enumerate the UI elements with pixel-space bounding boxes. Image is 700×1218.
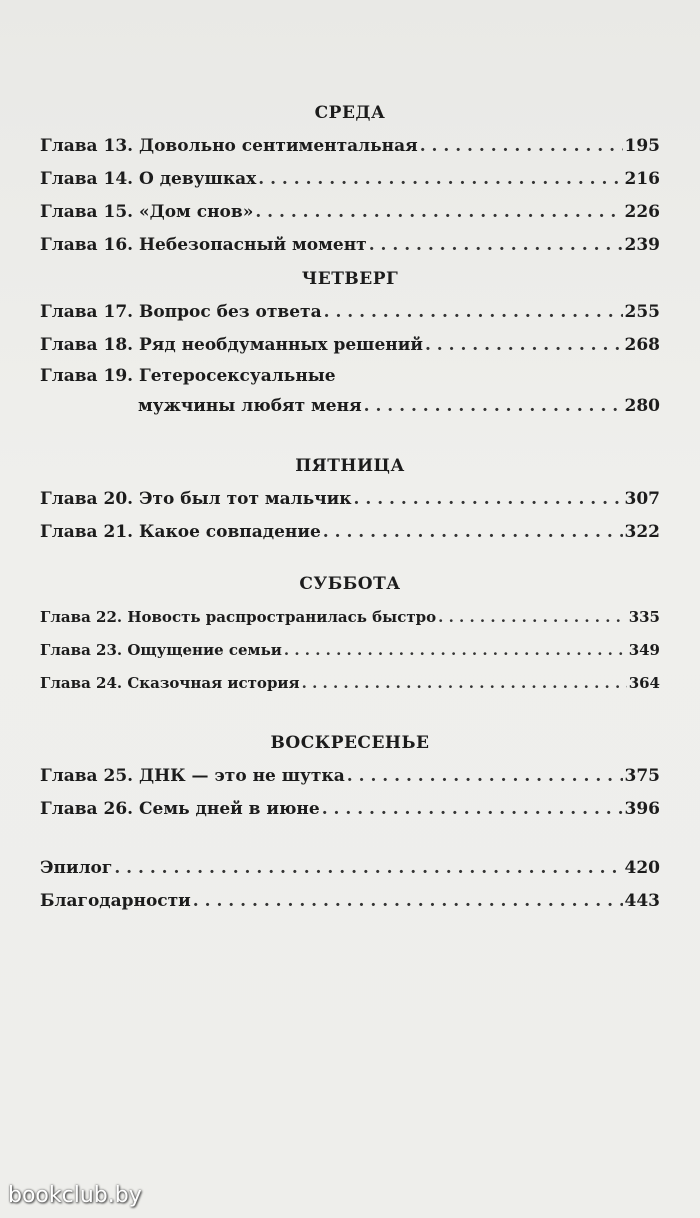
page-number: 364 (628, 674, 660, 692)
toc-entry-epilogue (40, 852, 660, 885)
site-watermark: bookclub.by (8, 1183, 142, 1208)
toc-entry (40, 196, 660, 229)
table-of-contents (40, 96, 660, 918)
dot-leader (438, 601, 627, 634)
section-title-saturday: СУББОТА (299, 574, 401, 594)
page-number: 396 (624, 799, 660, 819)
dot-leader (302, 667, 627, 700)
chapter-label: Глава 23. Ощущение семьи (40, 641, 282, 659)
dot-leader (420, 130, 623, 163)
chapter-label: Глава 17. Вопрос без ответа (40, 302, 322, 322)
chapter-label: Глава 21. Какое совпадение (40, 522, 321, 542)
dot-leader (324, 296, 623, 329)
page-number: 255 (624, 302, 660, 322)
spacer (40, 700, 660, 726)
dot-leader (255, 196, 622, 229)
page-number: 280 (624, 396, 660, 416)
chapter-label: Эпилог (40, 858, 113, 878)
chapter-label-continuation: мужчины любят меня (138, 396, 362, 416)
dot-leader (323, 516, 623, 549)
chapter-label: Благодарности (40, 891, 191, 911)
page-number: 195 (624, 136, 660, 156)
dot-leader (425, 329, 623, 362)
toc-entry (40, 667, 660, 700)
dot-leader (364, 390, 623, 423)
section-title-sunday: ВОСКРЕСЕНЬЕ (270, 733, 430, 753)
toc-entry (40, 329, 660, 362)
page-number: 375 (624, 766, 660, 786)
page-number: 239 (624, 235, 660, 255)
chapter-label: Глава 25. ДНК — это не шутка (40, 766, 345, 786)
spacer (40, 826, 660, 852)
toc-entry (40, 516, 660, 549)
dot-leader (284, 634, 627, 667)
section-title-thursday: ЧЕТВЕРГ (301, 269, 399, 289)
dot-leader (322, 793, 623, 826)
page-number: 268 (624, 335, 660, 355)
page-number: 335 (628, 608, 660, 626)
page-number: 307 (624, 489, 660, 509)
toc-entry (40, 634, 660, 667)
section-title-friday: ПЯТНИЦА (295, 456, 405, 476)
toc-entry (40, 483, 660, 516)
spacer (40, 423, 660, 449)
dot-leader (193, 885, 623, 918)
chapter-label: Глава 15. «Дом снов» (40, 202, 254, 222)
dot-leader (354, 483, 623, 516)
chapter-label: Глава 13. Довольно сентиментальная (40, 136, 418, 156)
dot-leader (258, 163, 622, 196)
toc-entry (40, 163, 660, 196)
chapter-label: Глава 20. Это был тот мальчик (40, 489, 352, 509)
section-title-wednesday: СРЕДА (314, 103, 386, 123)
spacer (40, 549, 660, 567)
page-number: 420 (624, 858, 660, 878)
chapter-label: Глава 24. Сказочная история (40, 674, 300, 692)
toc-entry-continuation (40, 390, 660, 423)
page-number: 216 (624, 169, 660, 189)
toc-entry (40, 229, 660, 262)
chapter-label: Глава 18. Ряд необдуманных решений (40, 335, 423, 355)
toc-entry (40, 793, 660, 826)
toc-entry (40, 296, 660, 329)
toc-entry (40, 130, 660, 163)
toc-entry-acknowledgements (40, 885, 660, 918)
chapter-label: Глава 19. Гетеросексуальные (40, 366, 336, 386)
chapter-label: Глава 26. Семь дней в июне (40, 799, 320, 819)
chapter-label: Глава 22. Новость распространилась быстро (40, 608, 437, 626)
page-number: 226 (624, 202, 660, 222)
chapter-label: Глава 16. Небезопасный момент (40, 235, 367, 255)
dot-leader (114, 852, 622, 885)
toc-entry (40, 362, 660, 390)
page-number: 349 (628, 641, 660, 659)
dot-leader (347, 760, 623, 793)
toc-entry (40, 760, 660, 793)
page-number: 443 (624, 891, 660, 911)
chapter-label: Глава 14. О девушках (40, 169, 257, 189)
dot-leader (369, 229, 623, 262)
page-number: 322 (624, 522, 660, 542)
toc-entry (40, 601, 660, 634)
